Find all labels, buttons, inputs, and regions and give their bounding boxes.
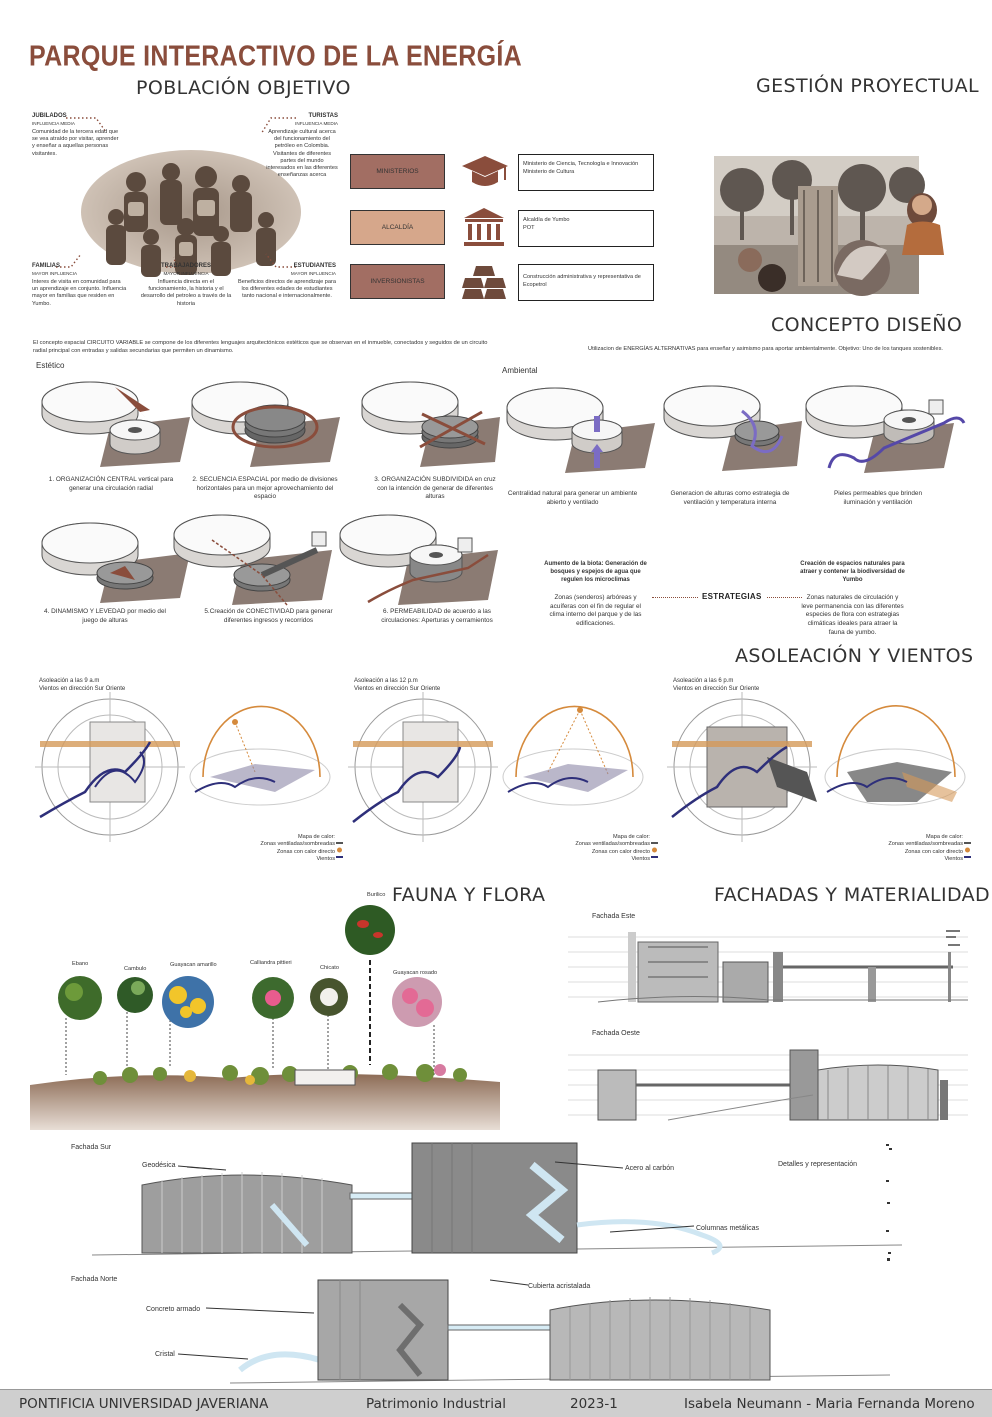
- entity-alcaldia-desc: Alcaldía de Yumbo POT: [518, 210, 654, 247]
- strategy-left-text: Zonas (senderos) arbóreas y acuíferas con el fin de regular el clima interno del parque y de las edificaciones.: [549, 594, 642, 627]
- asoleacion-diagram-1: [35, 692, 335, 842]
- species-chicato: Chicato: [320, 965, 339, 971]
- trabajadores-text: Influencia directa en el funcionamiento, la historia y el desarrollo del petroleo a través de la historia: [140, 278, 232, 307]
- footer-authors: Isabela Neumann - Maria Fernanda Moreno: [684, 1395, 975, 1412]
- fachada-este-drawing: [568, 922, 978, 1012]
- legend-winds-2: Vientos: [631, 855, 650, 862]
- concept-caption-5: Generacion de alturas como estrategia de ventilación y temperatura interna: [670, 490, 790, 506]
- strategy-right-text: Zonas naturales de circulación y leve permanencia con las diferentes especies de flora con estrategias climáticas ideales para atraer la fauna de yumbo.: [801, 594, 904, 636]
- leader-cristal: [178, 1352, 250, 1362]
- section-title-gestion: GESTIÓN PROYECTUAL: [756, 75, 979, 97]
- familias-title: FAMILIAS: [32, 263, 60, 269]
- poblacion-group: [26, 112, 358, 324]
- estudiantes-text: Beneficios directos de aprendizaje para los diferentes edades de estudiantes tanto nacional e internacionalmente.: [238, 278, 336, 300]
- concept-diagram-7: [40, 518, 190, 618]
- concept-caption-2: 2. SECUENCIA ESPACIAL por medio de divisiones horizontales para un mejor aprovechamiento del espacio: [192, 476, 338, 501]
- fauna-flora-section: [30, 890, 500, 1130]
- legend-swatches-3: [964, 842, 972, 864]
- legend-direct-3: Zonas con calor directo: [904, 848, 963, 855]
- jubilados-text: Comunidad de la tercera edad que se vea atraído por visitar, aprender y enseñar a aquellas personas visitantes.: [32, 128, 119, 157]
- detail-markers: [884, 1140, 896, 1270]
- asoleacion-diagram-2: [348, 692, 648, 842]
- label-fachada-este: Fachada Este: [592, 913, 636, 920]
- label-cristal: Cristal: [155, 1351, 175, 1358]
- asoleacion-time-1: Asoleación a las 9 a.m: [39, 678, 100, 684]
- concept-diagrams: [0, 370, 992, 630]
- species-ebano: Ebano: [72, 961, 89, 967]
- section-title-poblacion: POBLACIÓN OBJETIVO: [136, 77, 351, 99]
- institution-icon: [462, 206, 506, 248]
- leader-columnas: [610, 1220, 696, 1234]
- asoleacion-diagram-3: [667, 692, 970, 842]
- legend-title-1: Mapa de calor:: [297, 834, 335, 840]
- label-ambiental: Ambiental: [502, 366, 538, 375]
- concept-caption-8: 5.Creación de CONECTIVIDAD para generar diferentes ingresos y recorridos: [204, 608, 333, 624]
- strategy-right-title: Creación de espacios naturales para atraer y contener la biodiversidad de Yumbo: [800, 561, 905, 584]
- concept-caption-3: 3. ORGANIZACIÓN SUBDIVIDIDA en cruz con la intención de generar de diferentes alturas: [374, 476, 496, 501]
- label-concreto: Concreto armado: [146, 1306, 201, 1313]
- estudiantes-title: ESTUDIANTES: [293, 263, 336, 269]
- fachada-sur-drawing: [92, 1135, 902, 1260]
- jubilados-title: JUBILADOS: [32, 113, 67, 119]
- leader-acero: [555, 1160, 625, 1172]
- concept-diagram-6: [804, 378, 974, 478]
- entity-ministerios: MINISTERIOS: [350, 154, 445, 189]
- legend-direct-2: Zonas con calor directo: [591, 848, 650, 855]
- fachada-norte-drawing: [230, 1275, 890, 1385]
- familias-block: [32, 263, 128, 308]
- turistas-influence: INFLUENCIA MEDIA: [295, 120, 338, 126]
- jubilados-influence: INFLUENCIA MEDIA: [32, 120, 75, 126]
- asoleacion-panels: [30, 672, 970, 872]
- page-title: PARQUE INTERACTIVO DE LA ENERGÍA: [29, 40, 522, 73]
- legend-shaded-1: Zonas ventiladas/sombreadas: [260, 841, 335, 848]
- label-fachada-oeste: Fachada Oeste: [592, 1030, 640, 1037]
- footer-university: PONTIFICIA UNIVERSIDAD JAVERIANA: [19, 1395, 269, 1412]
- species-calliandra: Calliandra pittieri: [250, 960, 292, 966]
- label-fachada-norte: Fachada Norte: [71, 1276, 118, 1283]
- flora-illustration: [30, 890, 500, 1130]
- graduation-cap-icon: [460, 150, 510, 194]
- label-acero: Acero al carbón: [625, 1165, 675, 1172]
- section-title-fachadas: FACHADAS Y MATERIALIDAD: [714, 884, 991, 906]
- label-detalles: Detalles y representación: [778, 1161, 857, 1168]
- asoleacion-time-2: Asoleación a las 12 p.m: [354, 678, 418, 684]
- concepto-intro: El concepto espacial CIRCUITO VARIABLE se compone de los diferentes lenguajes arquitectónicos estéticos que se observan en el inmueble, conectados y seguidos de un circuito radial principal con entradas y salidas secundarias que permiten un dinamismo.: [33, 340, 488, 354]
- footer-course: Patrimonio Industrial: [366, 1395, 506, 1412]
- asoleacion-legend-3: [873, 834, 963, 863]
- label-fachada-sur: Fachada Sur: [71, 1144, 112, 1151]
- trabajadores-influence: MAYOR INFLUENCIA: [163, 270, 209, 276]
- label-columnas: Columnas metálicas: [696, 1225, 760, 1232]
- legend-winds-1: Vientos: [316, 855, 335, 862]
- concept-diagram-3: [360, 372, 510, 472]
- entity-ministerios-desc: Ministerio de Ciencia, Tecnología e Innovación Ministerio de Cultura: [518, 154, 654, 191]
- concept-caption-7: 4. DINAMISMO Y LEVEDAD por medio del juego de alturas: [44, 608, 166, 624]
- jubilados-block: [32, 113, 120, 158]
- label-cubierta: Cubierta acristalada: [528, 1283, 591, 1290]
- species-guayacan-amarillo: Guayacan amarillo: [170, 962, 217, 968]
- concept-diagram-9: [338, 510, 508, 620]
- park-collage-photo: [712, 150, 962, 300]
- strategy-label: ESTRATEGIAS: [698, 592, 766, 601]
- legend-shaded-2: Zonas ventiladas/sombreadas: [575, 841, 650, 848]
- section-title-asoleacion: ASOLEACIÓN Y VIENTOS: [735, 645, 974, 667]
- concept-diagram-2: [190, 372, 340, 472]
- legend-swatches-1: [336, 842, 344, 864]
- asoleacion-wind-2: Vientos en dirección Sur Oriente: [354, 686, 441, 692]
- concept-caption-1: 1. ORGANIZACIÓN CENTRAL vertical para generar una circulación radial: [48, 476, 174, 492]
- footer-term: 2023-1: [570, 1395, 618, 1412]
- concept-caption-4: Centralidad natural para generar un ambiente abierto y ventilado: [507, 490, 638, 506]
- concept-caption-6: Pieles permeables que brinden iluminación y ventilación: [833, 490, 923, 506]
- concept-diagram-1: [40, 372, 190, 472]
- legend-direct-1: Zonas con calor directo: [276, 848, 335, 855]
- turistas-block: [266, 113, 338, 180]
- section-title-concepto: CONCEPTO DISEÑO: [771, 314, 963, 336]
- section-title-fauna: FAUNA Y FLORA: [392, 884, 546, 906]
- label-estetico: Estético: [36, 361, 65, 370]
- legend-title-2: Mapa de calor:: [612, 834, 650, 840]
- concept-caption-9: 6. PERMEABILIDAD de acuerdo a las circulaciones: Aperturas y cerramientos: [381, 608, 493, 624]
- legend-title-3: Mapa de calor:: [925, 834, 963, 840]
- turistas-text: Aprendizaje cultural acerca del funcionamiento del petróleo en Colombia. Visitantes de diferentes partes del mundo interesados en las diferentes enseñanzas acerca: [266, 128, 338, 179]
- concept-diagram-4: [505, 378, 655, 478]
- trabajadores-title: TRABAJADORES: [160, 263, 211, 269]
- fachada-oeste-drawing: [568, 1040, 978, 1130]
- footer-bar: [0, 1389, 992, 1417]
- legend-shaded-3: Zonas ventiladas/sombreadas: [888, 841, 963, 848]
- estudiantes-influence: MAYOR INFLUENCIA: [290, 270, 336, 276]
- asoleacion-wind-1: Vientos en dirección Sur Oriente: [39, 686, 126, 692]
- strategy-left-title: Aumento de la biota: Generación de bosques y espejos de agua que regulen los microclimas: [544, 561, 647, 584]
- asoleacion-wind-3: Vientos en dirección Sur Oriente: [673, 686, 760, 692]
- concept-diagram-5: [662, 376, 812, 476]
- legend-swatches-2: [651, 842, 659, 864]
- entity-inversionistas-desc: Construcción administrativa y representativa de Ecopetrol: [518, 264, 654, 301]
- concepto-intro-right: Utilizacion de ENERGÍAS ALTERNATIVAS para enseñar y asimismo para aportar ambientalmente. Objetivo: Uno de los tanques sostenibles.: [588, 346, 944, 352]
- asoleacion-legend-2: [560, 834, 650, 863]
- familias-text: Interes de visita en comunidad para un aprendizaje en conjunto. Influencia mayor en familias que residen en Yumbo.: [32, 278, 127, 307]
- asoleacion-time-3: Asoleación a las 6 p.m: [673, 678, 734, 684]
- concept-diagram-8: [172, 510, 342, 620]
- entity-alcaldia: ALCALDÍA: [350, 210, 445, 245]
- turistas-title: TURISTAS: [308, 113, 338, 119]
- estudiantes-block: [238, 263, 336, 301]
- leader-cubierta: [490, 1278, 530, 1288]
- familias-influence: MAYOR INFLUENCIA: [32, 270, 78, 276]
- gold-bars-icon: [460, 264, 508, 300]
- species-burilico: Burilico: [367, 892, 386, 898]
- trabajadores-block: [140, 263, 232, 308]
- species-guayacan-rosado: Guayacan rosado: [393, 970, 438, 976]
- leader-concreto: [206, 1306, 316, 1316]
- label-geodesica: Geodésica: [142, 1162, 176, 1169]
- legend-winds-3: Vientos: [944, 855, 963, 862]
- species-cambulo: Cambulo: [124, 966, 147, 972]
- asoleacion-legend-1: [245, 834, 335, 863]
- entity-inversionistas: INVERSIONISTAS: [350, 264, 445, 299]
- leader-geodesica: [178, 1164, 228, 1172]
